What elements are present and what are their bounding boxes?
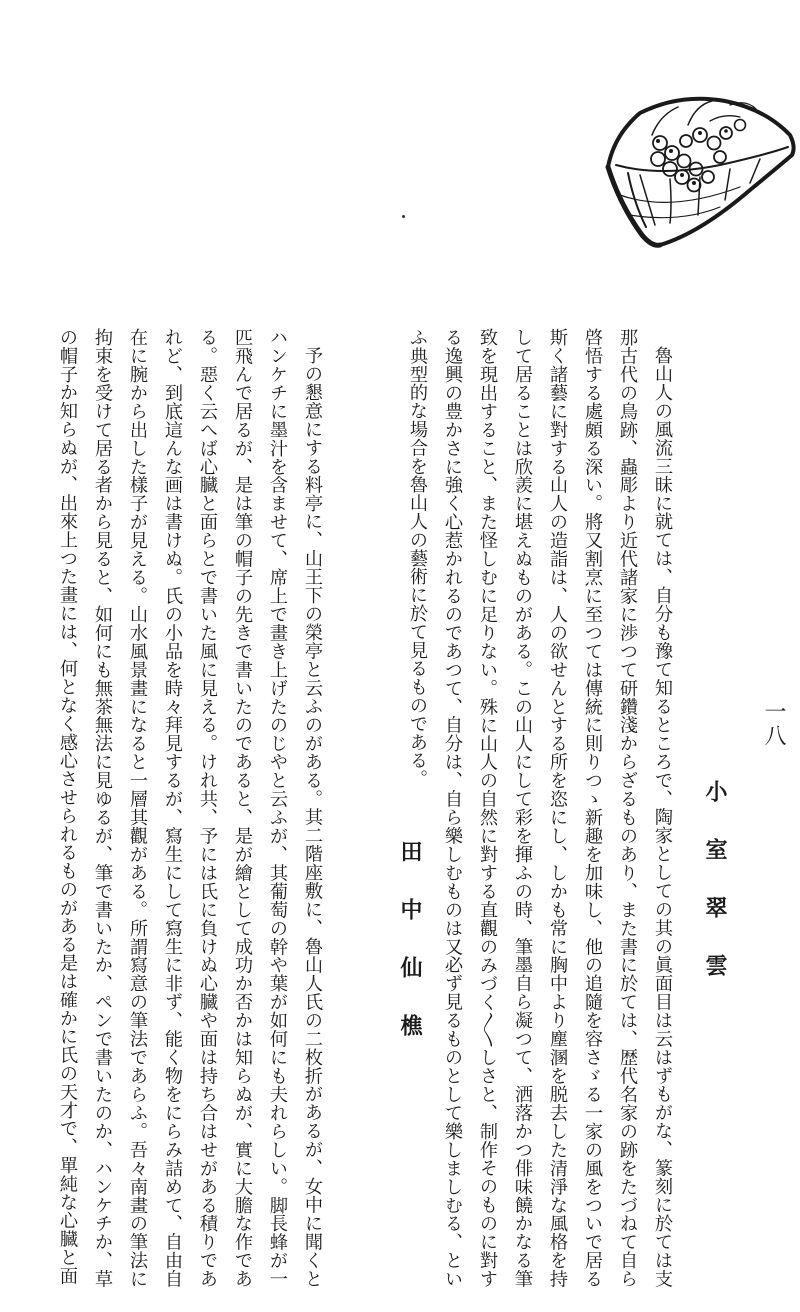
author-name: 田中仙樵 — [397, 840, 423, 1072]
essay-paragraph: 予の懇意にする料亭に、山王下の榮亭と云ふのがある。其二階座敷に、魯山人氏の二枚折があるが、女中に聞くとハンケチに墨汁を含ませて、席上で畫き上げたのじやと云ふが、其葡萄の幹や葉が如何にも夫れらしい。脚長蜂が一匹飛んで居るが、是は筆の帽子の先きで書いたのであると、是が繪として成功か否かは知らぬが、實に大膽な作である。惡く云へば心臓と面らとで書いた風に見える。けれ共、予には氏に負けぬ心臓や面は持ち合はせがある積りであれど、到底這んな画は書けぬ。氏の小品を時々拜見するが、寫生にして寫生に非ず、能く物をにらみ詰めて、自由自在に腕から出した樣子が見える。山水風景畫になると一層其觀がある。所謂寫意の筆法であらふ。吾々南畫の筆法に拘束を受けて居る者から見ると、如何にも無茶無法に見ゆるが、筆で書いたか、ペンで書いたのか、ハンケチか、草の帽子か知らぬが、出來上つた畫には、何となく感心させられるものがある是は確かに氏の天才で、單純な心臓と面 — [57, 328, 323, 1288]
essay-body — [390, 328, 680, 1288]
grape-basket-illustration — [600, 95, 800, 250]
author-name: 小室翠雲 — [702, 780, 728, 1012]
page-number: 一八 — [761, 700, 786, 748]
essay-paragraph: 魯山人の風流三昧に就ては、自分も豫て知るところで、陶家としての其の眞面目は云はずもがな、篆刻に於ては支那古代の鳥跡、蟲彫より近代諸家に渉つて研鑽淺からざるものあり、また書に於ては、歴代名家の跡をたづねて自ら啓悟する處頗る深い。將又割烹に至つては傳統に則りつゝ新趣を加味し、他の追隨を容さゞる一家の風をついで居る斯く諸藝に對する山人の造詣は、人の欲せんとする所を恣にし、しかも常に胸中より塵溷を脱去した清淨な風格を持して居ることは欣羨に堪えぬものがある。この山人にして彩を揮ふの時、筆墨自ら凝つて、洒落かつ俳味饒かなる筆致を現出すること、また怪しむに足りない。殊に山人の自然に對する直觀のみづく〳〵しさと、制作そのものに對する逸興の豊かさに強く心惹かれるのであつて、自分は、自ら樂しむものは又必ず見るものとして樂しましむる、といふ典型的な場合を魯山人の藝術に於て見るものである。 — [407, 328, 673, 1288]
ink-dot — [402, 215, 405, 218]
essay-body — [30, 328, 330, 1288]
